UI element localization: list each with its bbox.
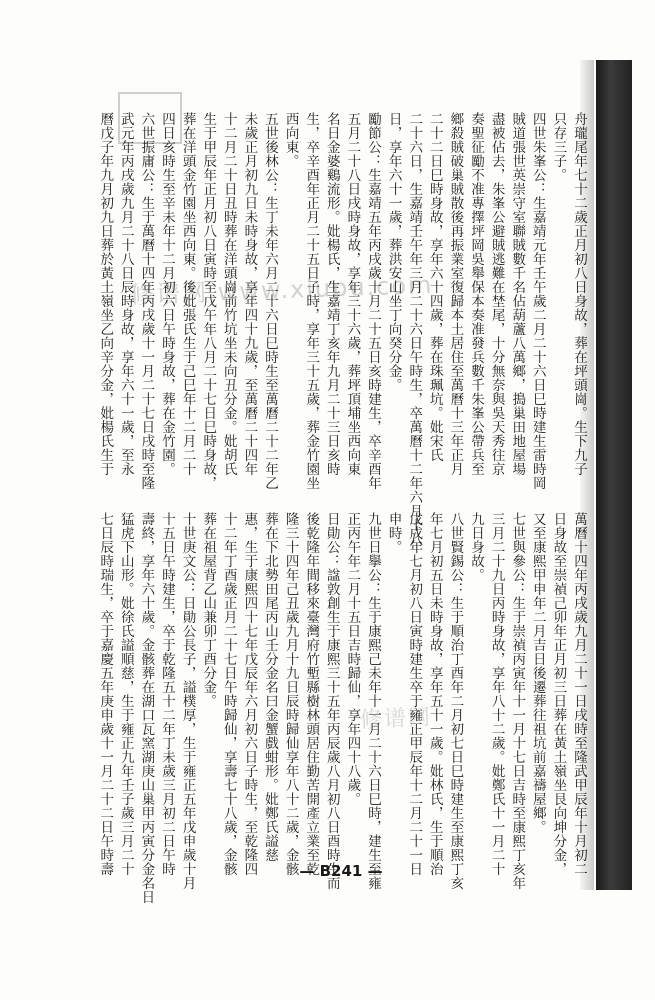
text-column-bottom: 戊戌年七月初八日寅時建生卒于雍正甲辰年十二月二十一日 [406, 512, 423, 876]
watermark-bottom: 修谱网 [359, 705, 433, 733]
text-column-top: 勵節公：生嘉靖五年丙戌歲十月二十五日亥時建生，卒辛酉年 [365, 112, 381, 490]
text-column-top: 武元年丙戌歲九月二十八日辰時身故，享年六十一歲，至永 [117, 112, 134, 476]
text-column-bottom: 十世庚文公：日勛公長子，謚樸厚，生于雍正五年戊申歲十月 [179, 512, 196, 890]
text-column-top: 五世後林公：生丁未年六月二十六日巳時生至萬曆二十二年乙 [262, 112, 278, 490]
text-column-top: 只存三子。 [550, 112, 567, 182]
text-column-bottom: 後乾隆年間移來臺灣府竹塹縣樹林頭居住勤苦開產立業至乾 [303, 512, 320, 876]
text-column-top: 五月二十八日戌時身故，享年三十六歲，葬坪頂埔坐西向東 [344, 112, 361, 476]
text-column-top: 葬在洋頭金竹園坐西向東。後妣張氏生于己巳年十二月二十 [179, 112, 196, 476]
text-column-bottom: 三月二十九日丙時身故，享年八十二歲。妣鄭氏十一月二十 [488, 512, 505, 876]
text-column-bottom: 申時。 [385, 512, 402, 554]
text-column-bottom: 八世賢錫公：生于順治丁酉年二月初七日巳時建生至康熙丁亥 [447, 512, 464, 890]
text-column-bottom: 年七月初五日未時身故，享年五十一歲。妣林氏，生于順治 [426, 512, 443, 876]
text-column-top: 十二月二十日丑時葬在洋頭崗前竹坑坐未向丑分金。妣胡氏 [220, 112, 237, 476]
text-column-top: 賊道張世英崇守室聯賊數千名佔葫蘆八萬鄉，搗巢田地屋場 [509, 112, 526, 476]
text-column-bottom: 隆三十四年己丑歲九月十九日辰時歸仙享年八十二歲，金骸 [282, 512, 299, 876]
text-column-top: 名日金婆鷄流形。妣楊氏，生嘉靖丁亥年九月二十三日亥時 [323, 112, 340, 476]
page-number: — B241 — [299, 862, 383, 880]
text-column-bottom: 葬在祖屋背乙山兼卯丁酉分金。 [200, 512, 217, 708]
text-column-top: 四世朱峯公：生嘉靖元年壬午歲二月二十六日巳時建生雷時岡 [529, 112, 546, 490]
text-column-bottom: 七日辰時瑞生，卒于嘉慶五年庚申歲十一月二十二日午時壽 [97, 512, 114, 876]
book-spine [596, 60, 632, 890]
text-column-bottom: 日身故至崇禎己卯年正月初三日葬在黃土嶺坐艮向坤分金， [550, 512, 567, 876]
text-column-top: 舟瓏尾年七十二歲正月初八日身故，葬在坪頭崗。生下九子 [571, 112, 587, 476]
text-column-top: 未歲正月初九日未時身故，享年四十九歲，至萬曆二十四年 [241, 112, 258, 476]
text-column-top: 生于甲辰年正月初八日寅時至戊午年八月二十七日巳時身故， [200, 112, 217, 490]
text-column-top: 二十六日，生嘉靖壬午年三月二十六日午時生，卒萬曆十二年六月十八 [406, 112, 423, 546]
text-column-bottom: 壽終，享年六十歲。金骸葬在湖口瓦窯湖庚山巢甲丙寅分金名日 [138, 512, 155, 904]
text-column-bottom: 九世日擧公：生于康熙己未年十一月二十六日巳時，建生至雍 [365, 512, 381, 890]
text-column-bottom: 惠，生于康熙四十七年戊辰年六月初六日子時生，至乾隆四 [241, 512, 258, 876]
text-column-top: 二十二日巳時身故，享年六十四歲，葬在珠珮坑。妣宋氏 [426, 112, 443, 462]
text-column-bottom: 日勛公：諡敦創生于康熙三十五年丙辰歲八月初八日酉時生而 [323, 512, 340, 890]
text-column-top: 奏聖征勵不准專擇坪岡吳舉保本奏准發兵數千朱峯公帶兵至 [468, 112, 484, 476]
text-column-bottom: 七世與參公：生于崇禎丙寅年十一月十七日吉時至康熙丁亥年 [509, 512, 526, 890]
text-column-bottom: 九日身故。 [468, 512, 484, 582]
text-column-top: 生，卒辛酉年正月二十五日子時，享年三十五歲，葬金竹園坐 [303, 112, 320, 490]
text-column-bottom: 猛虎下山形。妣徐氏謚順慈，生于雍正九年壬子歲三月二十 [117, 512, 134, 876]
text-column-bottom: 正丙午年二月十五日吉時歸仙，享年四十八歲。 [344, 512, 361, 806]
text-column-bottom: 又至康熙甲申年二月吉日後遷葬往祖坑前嘉禱屋鄉。 [529, 512, 546, 834]
text-column-top: 西向東。 [282, 112, 299, 168]
text-column-top: 六世振庸公：生于萬曆十四年丙戌歲十一月二十七日戌時至隆 [138, 112, 155, 490]
text-column-top: 盡被佔去，朱峯公避賊逃難在埜尾，十分無奈與吳天秀往京 [488, 112, 505, 476]
text-column-top: 四日亥時生至辛未年十二月初六日午時身故，葬在金竹園。 [159, 112, 175, 476]
text-column-top: 鄉殺賊破巢賊散後再振業室復歸本土居住至萬曆十三年正月 [447, 112, 464, 476]
text-column-top: 曆戊子年九月初九日葬於黃土嶺坐乙向辛分金，妣楊氏生于 [97, 112, 114, 476]
text-column-top: 日，享年六十一歲，葬洪安山坐丁向癸分金。 [385, 112, 402, 392]
text-column-bottom: 十二年丁酉歲正月二十七日午時歸仙，享壽七十八歲，金骸 [220, 512, 237, 876]
watermark: 修谱网 www.xiupu.com [129, 270, 434, 310]
text-column-bottom: 萬曆十四年丙戌歲九月二十一日戌時至隆武甲辰年十月初二 [571, 512, 587, 876]
text-column-bottom: 葬在下北勢田尾丙山壬分金名曰金蟹戲蚶形。妣鄭氏謚慈 [262, 512, 278, 862]
text-column-bottom: 十五日午時建生，卒于乾隆五十二年丁未歲三月初二日午時 [159, 512, 175, 876]
